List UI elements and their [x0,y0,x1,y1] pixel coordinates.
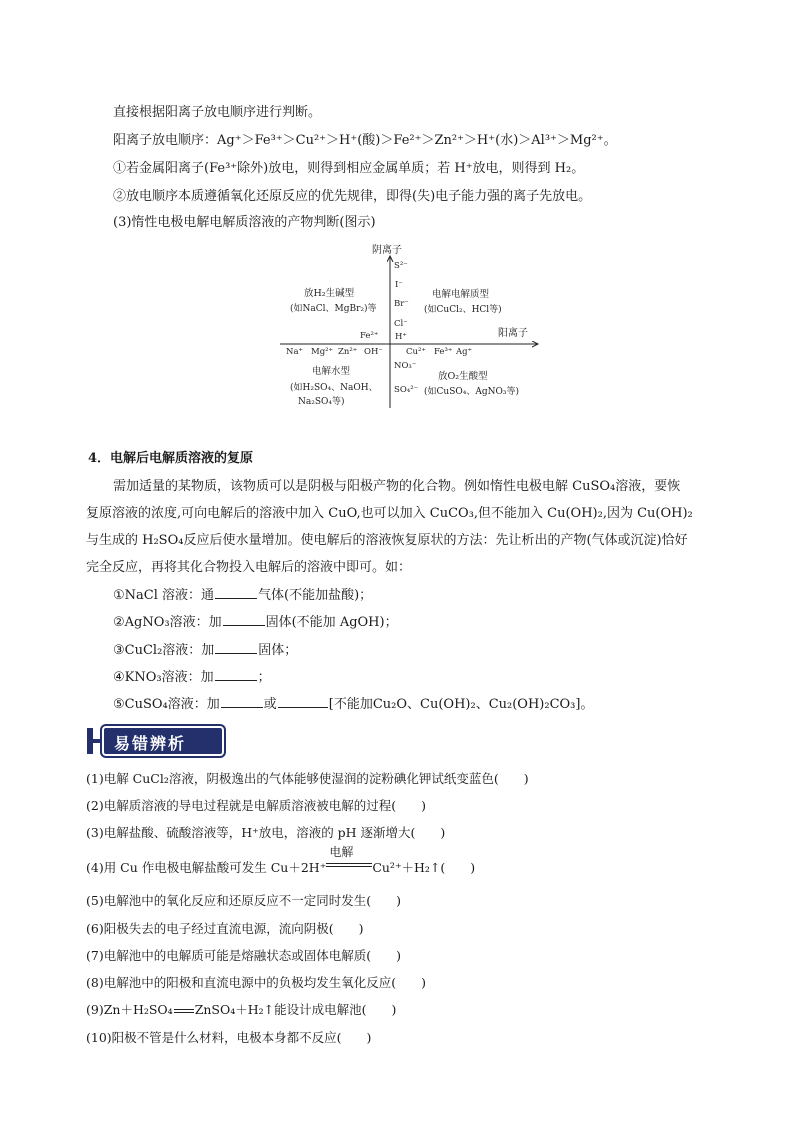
intro-point-2: ②放电顺序本质遵循氧化还原反应的优先规律，即得(失)电子能力强的离子先放电。 [113,189,592,204]
restore-item-5: ⑤CuSO₄溶液：加 或 [不能加Cu₂O、Cu(OH)₂、Cu₂(OH)₂CO₃]。 [113,694,593,714]
h-plus: H⁺ [395,332,407,342]
section-4-heading: 4．电解后电解质溶液的复原 [88,451,254,466]
paragraph-line-4: 完全反应，再将其化合物投入电解后的溶液中即可。如： [86,560,412,575]
anion-so4: SO₄²⁻ [394,385,419,395]
intro-line-1: 直接根据阳离子放电顺序进行判断。 [113,105,322,120]
quadrant-h2-base-title: 放H₂生碱型 [304,288,355,299]
electrolysis-product-diagram [276,240,546,412]
fill-blank[interactable] [215,667,257,681]
diagram-caption: (3)惰性电极电解电解质溶液的产物判断(图示) [113,215,376,230]
paragraph-line-2: 复原溶液的浓度,可向电解后的溶液中加入 CuO,也可以加入 CuCO₃,但不能加入 Cu(OH)₂,因为 Cu(OH)₂ [86,506,693,521]
fill-blank[interactable] [215,640,257,654]
section-4-paragraph [86,473,726,581]
quadrant-o2-acid-example: (如CuSO₄、AgNO₃等) [424,387,519,397]
anion-cl: Cl⁻ [394,319,408,329]
anion-i: I⁻ [395,280,403,290]
cation-fe3: Fe³⁺ [434,347,453,357]
cation-mg: Mg²⁺ [311,347,334,357]
anion-no3: NO₃⁻ [394,361,417,371]
electrolysis-condition-arrow: 电解 [326,858,372,872]
quadrant-electrolyte-title: 电解电解质型 [432,289,490,300]
question-7: (7)电解池中的电解质可能是熔融状态或固体电解质( ) [86,948,401,963]
fill-blank[interactable] [221,694,263,708]
quadrant-water-title: 电解水型 [312,366,351,377]
fill-blank[interactable] [215,585,257,599]
question-3: (3)电解盐酸、硫酸溶液等，H⁺放电，溶液的 pH 逐渐增大( ) [86,825,446,840]
banner-label: 易错辨析 [114,734,187,753]
quadrant-h2-base-example: (如NaCl、MgBr₂)等 [290,304,377,314]
quadrant-water-example-1: (如H₂SO₄、NaOH、 [290,383,378,393]
fill-blank[interactable] [223,612,265,626]
cation-ag: Ag⁺ [456,347,473,357]
anion-oh: OH⁻ [364,347,383,357]
cation-cu: Cu²⁺ [406,347,426,357]
x-axis-label: 阳离子 [498,328,528,339]
anion-br: Br⁻ [394,299,409,309]
intro-point-1: ①若金属阳离子(Fe³⁺除外)放电，则得到相应金属单质；若 H⁺放电，则得到 H₂。 [113,161,585,176]
question-1: (1)电解 CuCl₂溶液，阴极逸出的气体能够使湿润的淀粉碘化钾试纸变蓝色( ) [86,771,529,786]
question-8: (8)电解池中的阳极和直流电源中的负极均发生氧化反应( ) [86,975,426,990]
question-9: (9)Zn＋H₂SO₄ ZnSO₄＋H₂↑能设计成电解池( ) [86,1002,397,1017]
restore-item-4: ④KNO₃溶液：加 ； [113,667,271,687]
error-analysis-banner [86,724,226,758]
cation-discharge-order: 阳离子放电顺序：Ag⁺＞Fe³⁺＞Cu²⁺＞H⁺(酸)＞Fe²⁺＞Zn²⁺＞H⁺(水)＞Al³⁺＞Mg²⁺。 [113,133,617,148]
question-6: (6)阳极失去的电子经过直流电源，流向阴极( ) [86,921,364,936]
cation-fe2: Fe²⁺ [360,331,379,341]
quadrant-electrolyte-example: (如CuCl₂、HCl等) [424,305,502,315]
paragraph-line-1: 需加适量的某物质，该物质可以是阴极与阳极产物的化合物。例如惰性电极电解 CuSO₄溶液，要恢 [113,479,681,494]
anion-s2: S²⁻ [394,261,408,271]
cation-zn: Zn²⁺ [338,347,358,357]
quadrant-o2-acid-title: 放O₂生酸型 [438,371,488,382]
question-2: (2)电解质溶液的导电过程就是电解质溶液被电解的过程( ) [86,798,426,813]
cation-na: Na⁺ [286,347,303,357]
question-4: (4)用 Cu 作电极电解盐酸可发生 Cu＋2H⁺ 电解 Cu²⁺＋H₂↑( ) [86,845,476,875]
quadrant-water-example-2: Na₂SO₄等) [298,397,345,407]
restore-item-2: ②AgNO₃溶液：加 固体(不能加 AgOH)； [113,612,398,632]
question-10: (10)阳极不管是什么材料，电极本身都不反应( ) [86,1030,372,1045]
restore-item-1: ①NaCl 溶液：通 气体(不能加盐酸)； [113,585,372,605]
question-5: (5)电解池中的氧化反应和还原反应不一定同时发生( ) [86,893,401,908]
paragraph-line-3: 与生成的 H₂SO₄反应后使水量增加。使电解后的溶液恢复原状的方法：先让析出的产物(气体或沉淀)恰好 [86,533,688,548]
fill-blank[interactable] [278,694,328,708]
y-axis-label: 阴离子 [372,245,402,256]
restore-item-3: ③CuCl₂溶液：加 固体； [113,640,297,660]
equals-sign [174,1009,194,1013]
